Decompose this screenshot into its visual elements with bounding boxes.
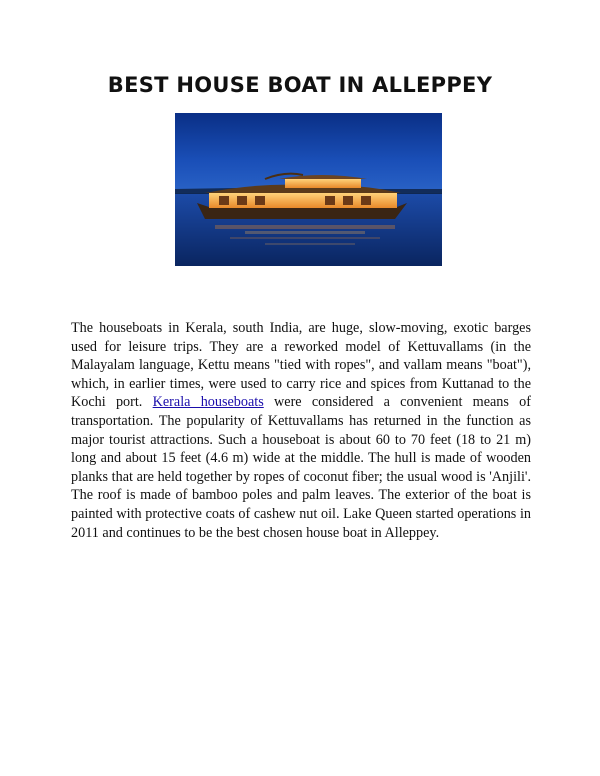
boat-upper-deck [285,179,361,188]
kerala-houseboats-link[interactable]: Kerala houseboats [152,394,264,411]
houseboat-photo [175,113,442,266]
document-title: BEST HOUSE BOAT IN ALLEPPEY [107,73,493,97]
paragraph-intro: The houseboats in Kerala, south India, are huge, slow-moving, exotic barges used for leisure trips. They are a reworked model of Kettuvallams (in the Malayalam language, Kettu means "tied with ropes", and vallam means "boat"), which, in earlier times, were used to carry rice and spices from Kuttanad to the Kochi port. [71,320,531,411]
paragraph-rest: were considered a convenient means of transportation. The popularity of Kettuvallams has returned in the function as major tourist attractions. Such a houseboat is about 60 to 70 feet (18 to 21 m) long and about 15 feet (4.6 m) wide at the middle. The hull is made of wooden planks that are held together by ropes of coconut fiber; the usual wood is 'Anjili'. The roof is made of bamboo poles and palm leaves. The exterior of the boat is painted with protective coats of cashew nut oil. Lake Queen started operations in 2011 and continues to be the best chosen house boat in Alleppey. [71,394,531,541]
body-paragraph [71,319,531,542]
